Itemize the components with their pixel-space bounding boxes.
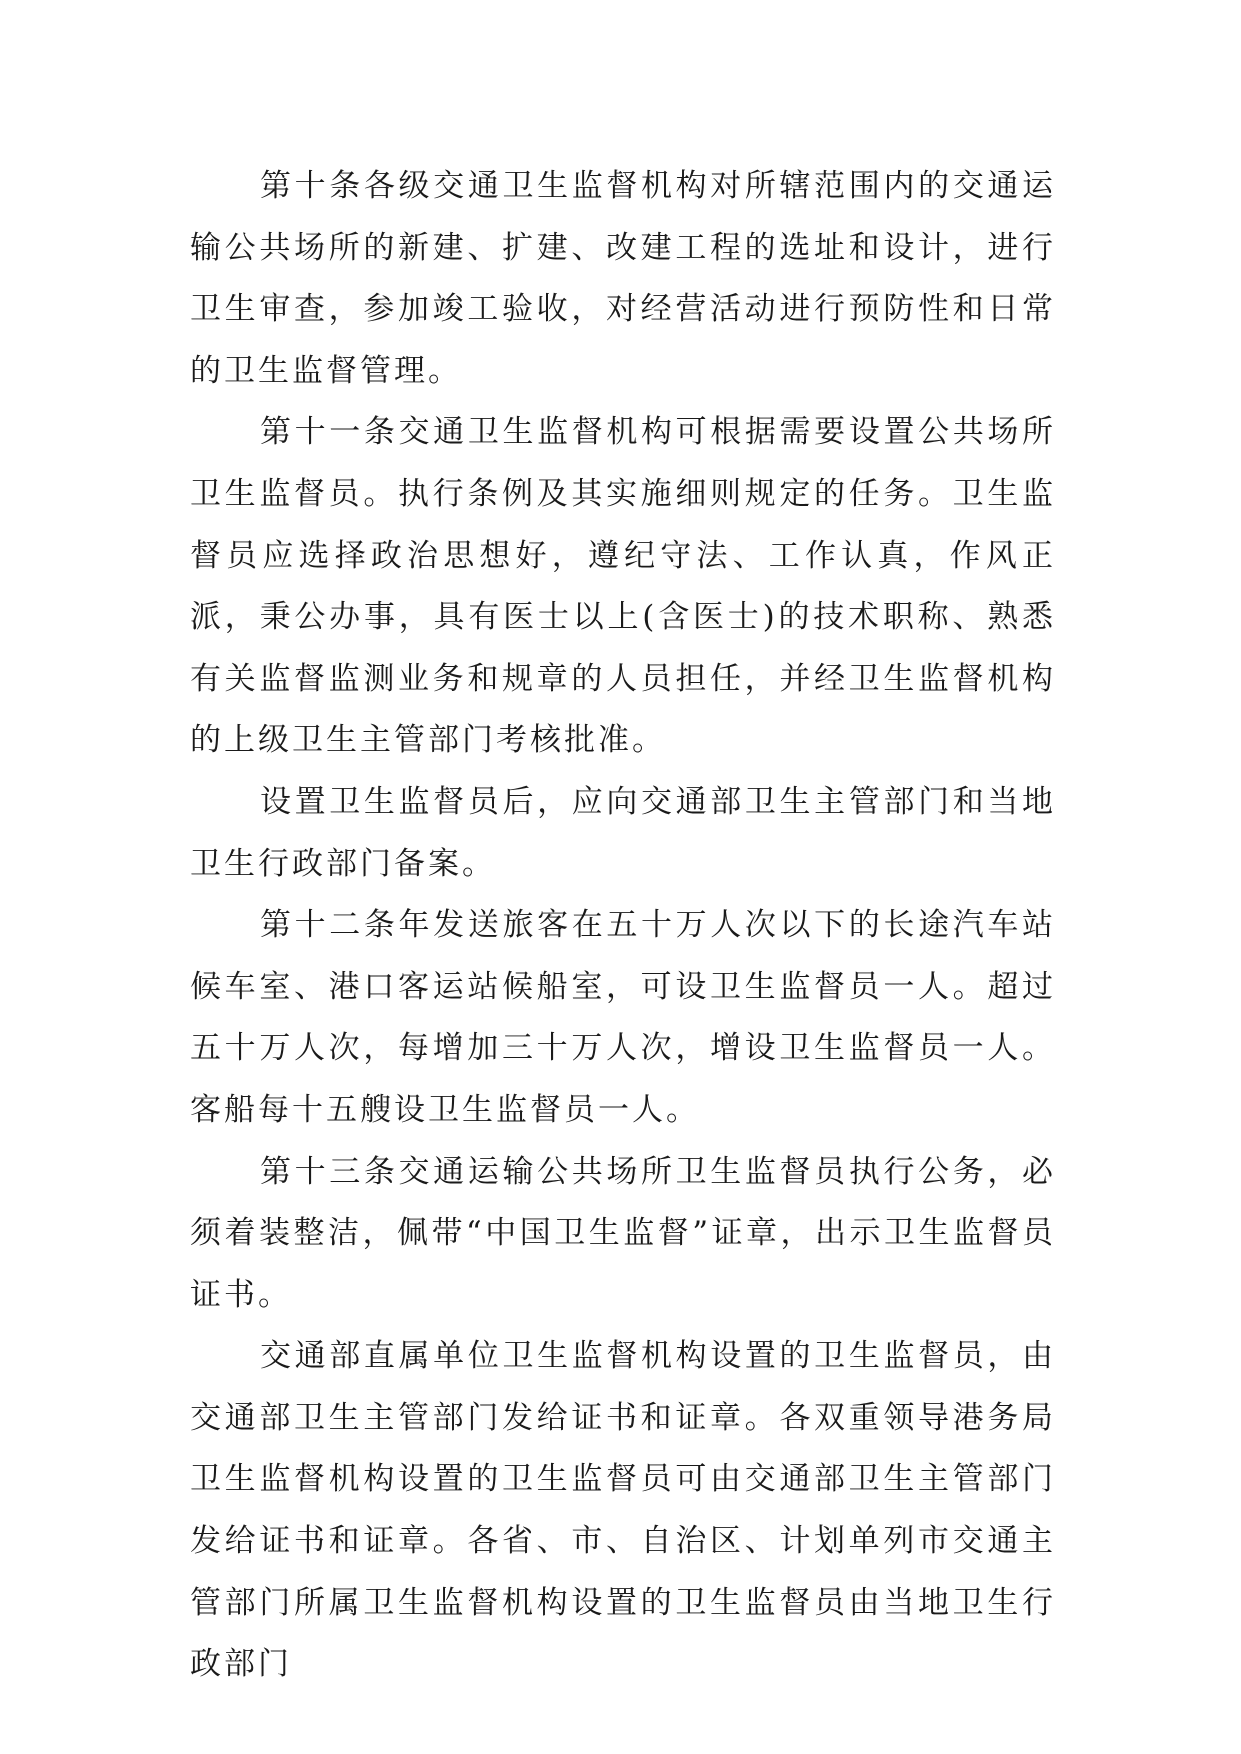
document-body [190, 156, 1056, 1696]
paragraph-article-11: 第十一条交通卫生监督机构可根据需要设置公共场所卫生监督员。执行条例及其实施细则规定的任务。卫生监督员应选择政治思想好，遵纪守法、工作认真，作风正派，秉公办事，具有医士以上(含医士)的技术职称、熟悉有关监督监测业务和规章的人员担任，并经卫生监督机构的上级卫生主管部门考核批准。 [190, 414, 1056, 759]
paragraph-article-11-filing: 设置卫生监督员后，应向交通部卫生主管部门和当地卫生行政部门备案。 [190, 783, 1056, 882]
paragraph-article-12: 第十二条年发送旅客在五十万人次以下的长途汽车站候车室、港口客运站候船室，可设卫生监督员一人。超过五十万人次，每增加三十万人次，增设卫生监督员一人。客船每十五艘设卫生监督员一人。 [190, 907, 1056, 1128]
paragraph-article-13-certificates: 交通部直属单位卫生监督机构设置的卫生监督员，由交通部卫生主管部门发给证书和证章。各双重领导港务局卫生监督机构设置的卫生监督员可由交通部卫生主管部门发给证书和证章。各省、市、自治区、计划单列市交通主管部门所属卫生监督机构设置的卫生监督员由当地卫生行政部门 [190, 1338, 1056, 1683]
paragraph-article-10: 第十条各级交通卫生监督机构对所辖范围内的交通运输公共场所的新建、扩建、改建工程的选址和设计，进行卫生审查，参加竣工验收，对经营活动进行预防性和日常的卫生监督管理。 [190, 168, 1056, 389]
paragraph-article-13: 第十三条交通运输公共场所卫生监督员执行公务，必须着装整洁，佩带“中国卫生监督”证章，出示卫生监督员证书。 [190, 1153, 1056, 1313]
